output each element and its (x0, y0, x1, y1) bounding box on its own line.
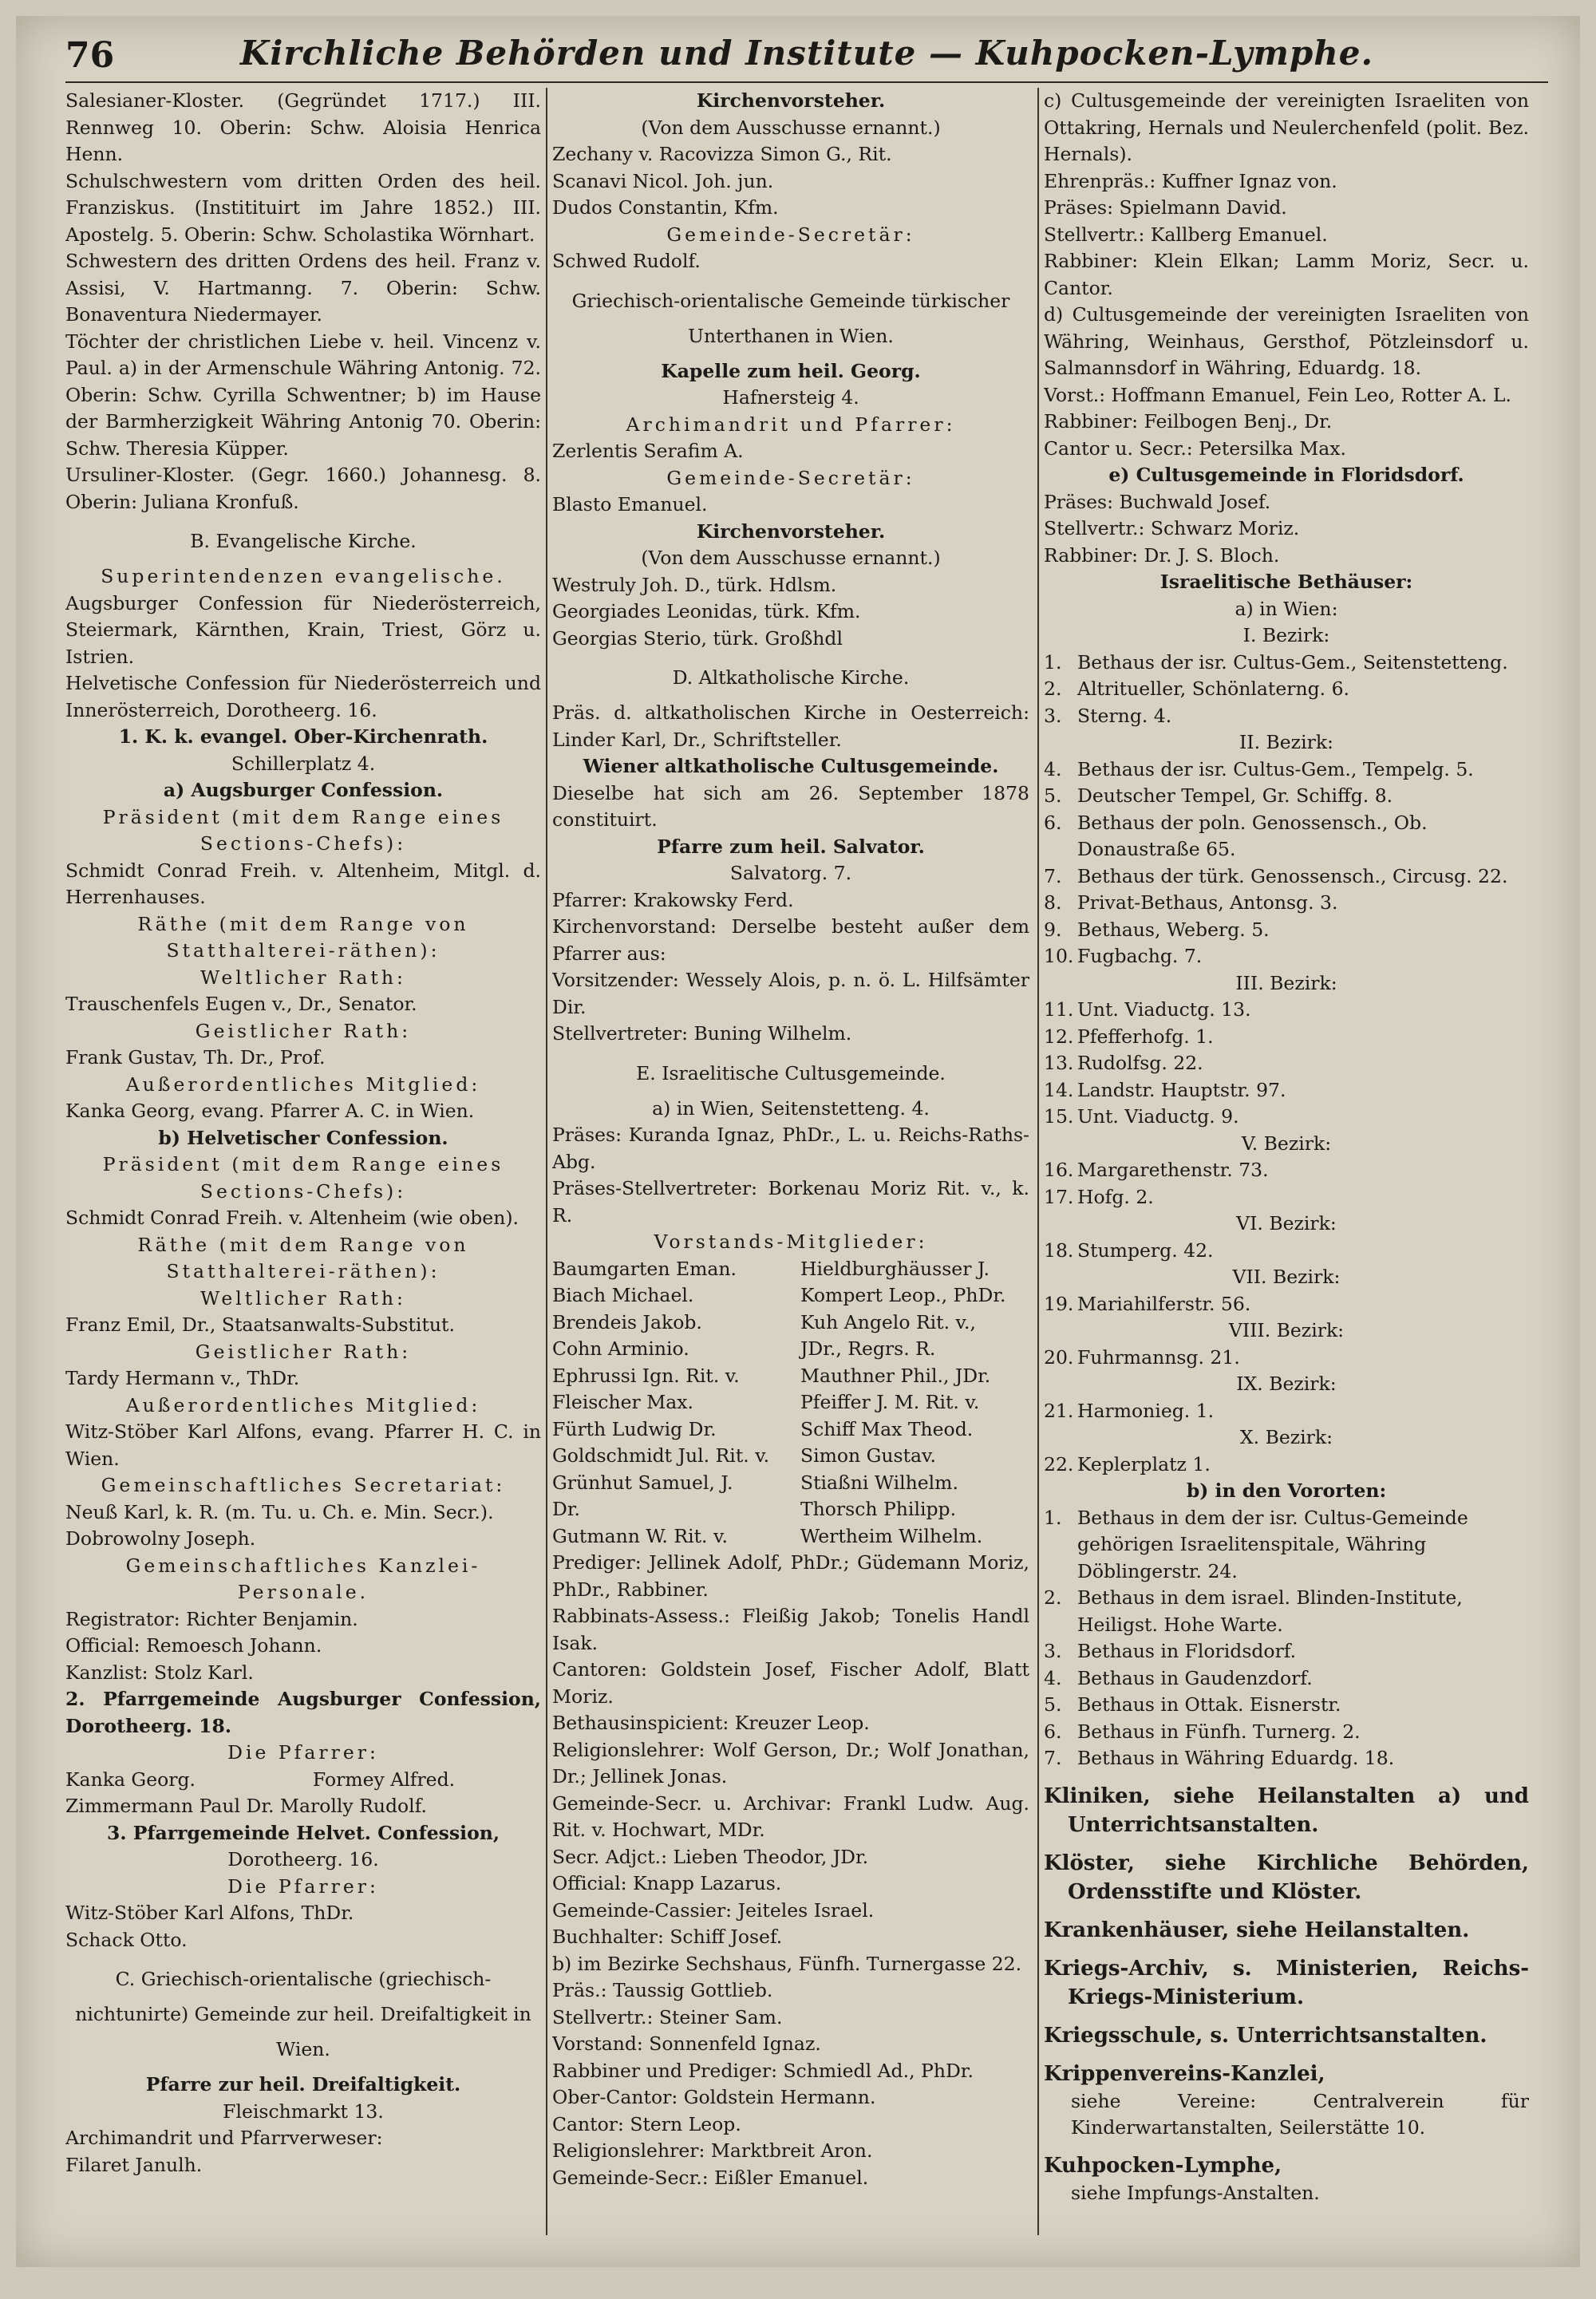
text-line: Präses: Buchwald Josef. (1044, 490, 1271, 513)
text-line: III. Bezirk: (1235, 971, 1337, 994)
entry-text: Harmonieg. 1. (1077, 1399, 1215, 1422)
subheading: b) in den Vororten: (1186, 1479, 1387, 1502)
entry-text: Bethaus in Ottak. Eisnerstr. (1077, 1693, 1341, 1716)
text-line: Ehrenpräs.: Kuffner Ignaz von. (1044, 169, 1337, 192)
name-left: Cohn Arminio. (552, 1337, 689, 1360)
text-line: Pfarrer: Krakowsky Ferd. (552, 888, 794, 911)
column-divider (1037, 88, 1039, 2235)
entry-number: 19. (1044, 1292, 1074, 1315)
name-right: Simon Gustav. (800, 1444, 936, 1467)
text-line: Gemeinde-Cassier: Jeiteles Israel. (552, 1898, 875, 1922)
name-right: JDr., Regrs. R. (800, 1337, 936, 1360)
text-line: Neuß Karl, k. R. (m. Tu. u. Ch. e. Min. Secr.). (65, 1500, 494, 1523)
section-heading: B. Evangelische Kirche. (190, 530, 417, 552)
numbered-entry (1044, 1398, 1529, 1425)
text-line: Dieselbe hat sich am 26. September 1878 constituirt. (552, 781, 1029, 831)
numbered-entry (1044, 1291, 1529, 1318)
entry-number: 4. (1044, 757, 1062, 780)
text-line: Rabbiner und Prediger: Schmiedl Ad., PhDr. (552, 2059, 974, 2082)
numbered-entry (1044, 917, 1529, 944)
entry-text: Bethaus in Fünfh. Turnerg. 2. (1077, 1720, 1361, 1743)
entry-text: Bethaus in Währing Eduardg. 18. (1077, 1747, 1395, 1769)
role-label: Präsident (mit dem Range eines Sections-Chefs): (102, 1153, 504, 1203)
numbered-entry (1044, 890, 1529, 917)
text-line: Rabbinats-Assess.: Fleißig Jakob; Tonelis Handl Isak. (552, 1605, 1029, 1654)
text-line: Fleischmarkt 13. (223, 2100, 384, 2123)
text-line: Cantor: Stern Leop. (552, 2112, 741, 2135)
text-line: Töchter der christlichen Liebe v. heil. Vincenz v. Paul. a) in der Armenschule Währing Antonig. 72. Oberin: Schw. Cyrilla Schwentner; b) im Hause der Barmherzigkeit Währing Antonig 70. Oberin: Schw. Theresia Küpper. (65, 330, 541, 460)
numbered-entry (1044, 1585, 1529, 1638)
entry-number: 5. (1044, 1693, 1062, 1716)
text-line: II. Bezirk: (1239, 731, 1333, 753)
entry-text: Landstr. Hauptstr. 97. (1077, 1078, 1286, 1101)
name-pair-row (552, 1282, 1029, 1309)
entry-number: 11. (1044, 998, 1074, 1021)
text-line: Rabbiner: Dr. J. S. Bloch. (1044, 543, 1280, 567)
entry-number: 16. (1044, 1159, 1074, 1181)
column-middle (552, 88, 1029, 2235)
index-entry: Krippenvereins-Kanzlei, (1044, 2061, 1325, 2086)
index-entry: Kriegsschule, s. Unterrichtsanstalten. (1044, 2023, 1487, 2048)
text-line: Zechany v. Racovizza Simon G., Rit. (552, 143, 892, 165)
name-right: Pfeiffer J. M. Rit. v. (800, 1391, 980, 1413)
index-reference: siehe Impfungs-Anstalten. (1071, 2181, 1320, 2204)
entry-number: 3. (1044, 704, 1062, 727)
text-line: Blasto Emanuel. (552, 493, 708, 515)
entry-number: 6. (1044, 811, 1062, 834)
text-line: Schulschwestern vom dritten Orden des heil. Franziskus. (Institituirt im Jahre 1852.) III. Apostelg. 5. Oberin: Schw. Scholastika Wörnhart. (65, 169, 541, 246)
role-label: Gemeinde-Secretär: (666, 466, 915, 489)
name-pair-row (552, 1523, 1029, 1550)
name-right: Schiff Max Theod. (800, 1417, 974, 1440)
text-line: Augsburger Confession für Niederösterreich, Steiermark, Kärnthen, Krain, Triest, Görz u. Istrien. (65, 591, 541, 668)
numbered-entry (1044, 650, 1529, 677)
text-line: d) Cultusgemeinde der vereinigten Israeliten von Währing, Weinhaus, Gersthof, Pötzleinsdorf u. Salmannsdorf in Währing, Eduardg. 18. (1044, 303, 1529, 379)
numbered-entry (1044, 1692, 1529, 1719)
text-line: Präses: Spielmann David. (1044, 196, 1287, 219)
numbered-entry (1044, 1077, 1529, 1104)
name-left: Biach Michael. (552, 1284, 694, 1306)
text-line: Prediger: Jellinek Adolf, PhDr.; Güdemann Moriz, PhDr., Rabbiner. (552, 1551, 1029, 1601)
text-line: Stellvertr.: Schwarz Moriz. (1044, 517, 1300, 539)
subheading: Pfarre zur heil. Dreifaltigkeit. (145, 2073, 461, 2096)
subheading: 3. Pfarrgemeinde Helvet. Confession, (106, 1821, 500, 1844)
index-entry: Klöster, siehe Kirchliche Behörden, Ordensstifte und Klöster. (1044, 1851, 1529, 1904)
text-line: Rabbiner: Klein Elkan; Lamm Moriz, Secr. u. Cantor. (1044, 250, 1529, 299)
text-line: Tardy Hermann v., ThDr. (65, 1367, 300, 1389)
name-left: Kanka Georg. (65, 1768, 196, 1791)
text-line: Helvetische Confession für Niederösterreich und Innerösterreich, Dorotheerg. 16. (65, 672, 541, 721)
text-line: Präs.: Taussig Gottlieb. (552, 1979, 773, 2001)
role-label: Außerordentliches Mitglied: (125, 1072, 481, 1096)
subheading: Kirchenvorsteher. (696, 519, 886, 543)
text-line: Buchhalter: Schiff Josef. (552, 1926, 783, 1948)
numbered-entry (1044, 1505, 1529, 1586)
numbered-entry (1044, 1452, 1529, 1479)
text-line: Official: Knapp Lazarus. (552, 1872, 782, 1894)
numbered-entry (1044, 1157, 1529, 1184)
section-heading: C. Griechisch-orientalische (griechisch-nichtunirte) Gemeinde zur heil. Dreifaltigkeit in Wien. (75, 1968, 531, 2060)
text-line: Archimandrit und Pfarrverweser: (65, 2127, 383, 2149)
entry-number: 15. (1044, 1105, 1074, 1128)
entry-number: 21. (1044, 1399, 1074, 1422)
name-right: Formey Alfred. (312, 1768, 456, 1791)
text-line: Salesianer-Kloster. (Gegründet 1717.) III. Rennweg 10. Oberin: Schw. Aloisia Henrica Henn. (65, 89, 541, 165)
name-pair-row (552, 1363, 1029, 1390)
name-left: Ephrussi Ign. Rit. v. (552, 1364, 740, 1387)
text-line: V. Bezirk: (1241, 1132, 1332, 1155)
text-line: Witz-Stöber Karl Alfons, evang. Pfarrer H. C. in Wien. (65, 1420, 541, 1470)
text-line: Kanka Georg, evang. Pfarrer A. C. in Wien. (65, 1100, 475, 1122)
text-line: a) in Wien: (1235, 597, 1338, 620)
name-right: Wertheim Wilhelm. (800, 1524, 983, 1547)
text-line: Official: Remoesch Johann. (65, 1634, 322, 1657)
section-heading: E. Israelitische Cultusgemeinde. (636, 1061, 946, 1084)
text-line: Dorotheerg. 16. (227, 1848, 379, 1870)
numbered-entry (1044, 1184, 1529, 1211)
entry-number: 17. (1044, 1185, 1074, 1208)
entry-text: Privat-Bethaus, Antonsg. 3. (1077, 891, 1338, 914)
numbered-entry (1044, 783, 1529, 810)
entry-text: Bethaus der isr. Cultus-Gem., Seitenstetteng. (1077, 650, 1508, 674)
text-line: Cantor u. Secr.: Petersilka Max. (1044, 436, 1347, 460)
entry-text: Keplerplatz 1. (1077, 1452, 1211, 1475)
text-line: Gemeinde-Secr.: Eißler Emanuel. (552, 2166, 869, 2189)
text-line: Registrator: Richter Benjamin. (65, 1607, 358, 1630)
entry-text: Bethaus der isr. Cultus-Gem., Tempelg. 5. (1077, 757, 1474, 780)
role-label: Superintendenzen evangelische. (101, 565, 506, 587)
name-pair-row (552, 1336, 1029, 1363)
entry-number: 4. (1044, 1666, 1062, 1689)
entry-text: Fuhrmannsg. 21. (1077, 1345, 1240, 1369)
text-line: Kirchenvorstand: Derselbe besteht außer dem Pfarrer aus: (552, 915, 1029, 965)
text-line: Franz Emil, Dr., Staatsanwalts-Substitut. (65, 1313, 455, 1336)
text-line: Vorsitzender: Wessely Alois, p. n. ö. L. Hilfsämter Dir. (552, 969, 1029, 1018)
entry-number: 2. (1044, 1586, 1062, 1609)
text-line: Ober-Cantor: Goldstein Hermann. (552, 2086, 876, 2108)
role-label: Geistlicher Rath: (195, 1019, 412, 1042)
numbered-entry (1044, 1238, 1529, 1265)
entry-text: Bethaus in Floridsdorf. (1077, 1640, 1297, 1662)
entry-text: Sterng. 4. (1077, 704, 1172, 727)
entry-text: Unt. Viaductg. 9. (1077, 1105, 1239, 1128)
text-line: b) im Bezirke Sechshaus, Fünfh. Turnergasse 22. (552, 1952, 1022, 1975)
numbered-entry (1044, 1665, 1529, 1693)
text-line: Filaret Janulh. (65, 2153, 203, 2176)
subheading: Wiener altkatholische Cultusgemeinde. (583, 755, 999, 777)
text-line: VIII. Bezirk: (1228, 1319, 1345, 1341)
page-header (65, 30, 1548, 83)
entry-text: Bethaus der poln. Genossensch., Ob. Donaustraße 65. (1077, 811, 1428, 860)
numbered-entry (1044, 1745, 1529, 1772)
entry-number: 7. (1044, 864, 1062, 887)
subheading: a) Augsburger Confession. (163, 779, 444, 801)
entry-text: Pfefferhofg. 1. (1077, 1025, 1214, 1048)
name-pair-row (552, 1389, 1029, 1416)
subheading: 2. Pfarrgemeinde Augsburger Confession, Dorotheerg. 18. (65, 1688, 541, 1737)
role-label: Gemeinschaftliches Kanzlei-Personale. (125, 1554, 481, 1603)
entry-text: Bethaus in dem der isr. Cultus-Gemeinde gehörigen Israelitenspitale, Währing Döblingerstr. 24. (1077, 1506, 1468, 1582)
name-left: Grünhut Samuel, J. (552, 1471, 733, 1494)
numbered-entry (1044, 1104, 1529, 1131)
text-line: Präses-Stellvertreter: Borkenau Moriz Rit. v., k. R. (552, 1177, 1029, 1227)
text-line: Schack Otto. (65, 1928, 188, 1951)
text-line: X. Bezirk: (1239, 1426, 1333, 1448)
entry-text: Stumperg. 42. (1077, 1238, 1214, 1262)
index-entry: Kuhpocken-Lymphe, (1044, 2153, 1282, 2178)
name-pair-row (552, 1309, 1029, 1337)
text-line: Zerlentis Serafim A. (552, 440, 744, 462)
entry-number: 7. (1044, 1747, 1062, 1769)
numbered-entry (1044, 1719, 1529, 1746)
text-line: Vorstand: Sonnenfeld Ignaz. (552, 2032, 821, 2055)
name-pair-row (552, 1470, 1029, 1497)
role-label: Weltlicher Rath: (200, 966, 406, 989)
entry-text: Fugbachg. 7. (1077, 945, 1203, 967)
text-line: Schmidt Conrad Freih. v. Altenheim, Mitgl. d. Herrenhauses. (65, 859, 541, 908)
text-line: Präs. d. altkatholischen Kirche in Oesterreich: Linder Karl, Dr., Schriftsteller. (552, 701, 1029, 751)
entry-text: Altritueller, Schönlaterng. 6. (1077, 677, 1350, 700)
text-line: Trauschenfels Eugen v., Dr., Senator. (65, 993, 417, 1015)
name-pair-row (65, 1767, 541, 1794)
entry-text: Rudolfsg. 22. (1077, 1052, 1203, 1074)
text-line: (Von dem Ausschusse ernannt.) (641, 547, 941, 569)
text-line: Schmidt Conrad Freih. v. Altenheim (wie oben). (65, 1207, 519, 1229)
text-line: Dobrowolny Joseph. (65, 1527, 256, 1550)
name-left: Dr. (552, 1498, 580, 1520)
index-entry: Kriegs-Archiv, s. Ministerien, Reichs-Kriegs-Ministerium. (1044, 1956, 1529, 2009)
numbered-entry (1044, 1638, 1529, 1665)
text-line: Vorst.: Hoffmann Emanuel, Fein Leo, Rotter A. L. (1044, 383, 1511, 406)
text-line: Georgiades Leonidas, türk. Kfm. (552, 600, 861, 622)
entry-number: 6. (1044, 1720, 1062, 1743)
name-right: Thorsch Philipp. (800, 1498, 957, 1520)
entry-number: 20. (1044, 1345, 1074, 1369)
section-heading: D. Altkatholische Kirche. (672, 666, 910, 689)
name-pair-row (552, 1496, 1029, 1523)
numbered-entry (1044, 863, 1529, 891)
text-line: VI. Bezirk: (1236, 1212, 1337, 1234)
role-label: Außerordentliches Mitglied: (125, 1393, 481, 1416)
subheading: 1. K. k. evangel. Ober-Kirchenrath. (118, 725, 488, 748)
text-line: Frank Gustav, Th. Dr., Prof. (65, 1046, 326, 1069)
document-page (16, 16, 1580, 2267)
role-label: Geistlicher Rath: (195, 1340, 412, 1363)
entry-text: Hofg. 2. (1077, 1185, 1154, 1208)
column-divider (546, 88, 547, 2235)
text-line: Westruly Joh. D., türk. Hdlsm. (552, 573, 837, 596)
entry-number: 9. (1044, 918, 1062, 941)
text-line: Religionslehrer: Wolf Gerson, Dr.; Wolf Jonathan, Dr.; Jellinek Jonas. (552, 1738, 1029, 1787)
running-title: Kirchliche Behörden und Institute — Kuhpocken-Lymphe. (239, 34, 1374, 73)
numbered-entry (1044, 703, 1529, 730)
role-label: Die Pfarrer: (227, 1874, 379, 1898)
text-line: Secr. Adjct.: Lieben Theodor, JDr. (552, 1845, 869, 1868)
entry-text: Deutscher Tempel, Gr. Schiffg. 8. (1077, 784, 1393, 807)
entry-text: Bethaus der türk. Genossensch., Circusg. 22. (1077, 864, 1508, 887)
role-label: Präsident (mit dem Range eines Sections-Chefs): (102, 805, 504, 855)
numbered-entry (1044, 756, 1529, 784)
entry-text: Bethaus, Weberg. 5. (1077, 918, 1270, 941)
column-left (65, 88, 541, 2235)
entry-number: 10. (1044, 945, 1074, 967)
text-line: c) Cultusgemeinde der vereinigten Israeliten von Ottakring, Hernals und Neulerchenfeld (polit. Bez. Hernals). (1044, 89, 1529, 165)
text-line: I. Bezirk: (1242, 624, 1330, 646)
name-right: Stiaßni Wilhelm. (800, 1471, 958, 1494)
role-label: Weltlicher Rath: (200, 1286, 406, 1309)
entry-number: 14. (1044, 1078, 1074, 1101)
text-line: Schillerplatz 4. (231, 752, 376, 775)
text-line: Religionslehrer: Marktbreit Aron. (552, 2139, 873, 2162)
text-line: Präses: Kuranda Ignaz, PhDr., L. u. Reichs-Raths-Abg. (552, 1124, 1029, 1173)
entry-number: 18. (1044, 1238, 1074, 1262)
text-line: Kanzlist: Stolz Karl. (65, 1661, 254, 1684)
name-right: Kompert Leop., PhDr. (800, 1284, 1006, 1306)
numbered-entry (1044, 1024, 1529, 1051)
entry-number: 2. (1044, 677, 1062, 700)
entry-number: 13. (1044, 1052, 1074, 1074)
text-line: Witz-Stöber Karl Alfons, ThDr. (65, 1902, 354, 1924)
role-label: Gemeinschaftliches Secretariat: (101, 1474, 506, 1496)
entry-number: 8. (1044, 891, 1062, 914)
role-label: Räthe (mit dem Range von Statthalterei-räthen): (137, 912, 469, 962)
entry-text: Unt. Viaductg. 13. (1077, 998, 1251, 1021)
subheading: Kapelle zum heil. Georg. (661, 359, 921, 382)
role-label: Vorstands-Mitglieder: (654, 1230, 928, 1253)
text-line: (Von dem Ausschusse ernannt.) (641, 116, 941, 139)
text-line: Stellvertr.: Kallberg Emanuel. (1044, 223, 1328, 246)
entry-number: 1. (1044, 650, 1062, 674)
numbered-entry (1044, 1345, 1529, 1372)
section-heading: Griechisch-orientalische Gemeinde türkischer Unterthanen in Wien. (571, 289, 1010, 347)
text-line: Gemeinde-Secr. u. Archivar: Frankl Ludw. Aug. Rit. v. Hochwart, MDr. (552, 1791, 1029, 1841)
entry-number: 12. (1044, 1025, 1074, 1048)
text-line: Stellvertreter: Buning Wilhelm. (552, 1022, 852, 1045)
text-line: Schwed Rudolf. (552, 250, 701, 272)
name-pair-row (552, 1443, 1029, 1470)
text-line: Zimmermann Paul Dr. Marolly Rudolf. (65, 1795, 428, 1817)
text-line: IX. Bezirk: (1236, 1373, 1337, 1395)
role-label: Archimandrit und Pfarrer: (626, 413, 956, 436)
text-line: Salvatorg. 7. (729, 862, 852, 884)
name-left: Gutmann W. Rit. v. (552, 1524, 728, 1547)
text-line: Schwestern des dritten Ordens des heil. Franz v. Assisi, V. Hartmanng. 7. Oberin: Schw. Bonaventura Niedermayer. (65, 250, 541, 326)
subheading: e) Cultusgemeinde in Floridsdorf. (1108, 464, 1464, 486)
text-line: Bethausinspicient: Kreuzer Leop. (552, 1712, 870, 1734)
subheading: Israelitische Bethäuser: (1159, 571, 1413, 593)
entry-text: Mariahilferstr. 56. (1077, 1292, 1251, 1315)
text-line: Ursuliner-Kloster. (Gegr. 1660.) Johannesg. 8. Oberin: Juliana Kronfuß. (65, 464, 541, 513)
entry-number: 22. (1044, 1452, 1074, 1475)
numbered-entry (1044, 810, 1529, 863)
name-pair-row (552, 1256, 1029, 1283)
text-line: Stellvertr.: Steiner Sam. (552, 2005, 783, 2028)
name-left: Goldschmidt Jul. Rit. v. (552, 1444, 770, 1467)
page-number: 76 (65, 35, 115, 76)
name-left: Fleischer Max. (552, 1391, 694, 1413)
entry-number: 1. (1044, 1506, 1062, 1529)
subheading: b) Helvetischer Confession. (158, 1126, 448, 1149)
index-reference: siehe Vereine: Centralverein für Kinderwartanstalten, Seilerstätte 10. (1071, 2089, 1529, 2139)
text-line: Cantoren: Goldstein Josef, Fischer Adolf, Blatt Moriz. (552, 1658, 1029, 1708)
text-line: Scanavi Nicol. Joh. jun. (552, 169, 774, 192)
subheading: Kirchenvorsteher. (696, 89, 886, 112)
entry-text: Margarethenstr. 73. (1077, 1159, 1269, 1181)
subheading: Pfarre zum heil. Salvator. (657, 835, 925, 858)
name-right: Mauthner Phil., JDr. (800, 1364, 991, 1387)
text-line: Rabbiner: Feilbogen Benj., Dr. (1044, 410, 1333, 433)
column-right (1044, 88, 1529, 2235)
entry-text: Bethaus in dem israel. Blinden-Institute, Heiligst. Hohe Warte. (1077, 1586, 1463, 1636)
text-line: a) in Wien, Seitenstetteng. 4. (652, 1096, 930, 1120)
name-pair-row (552, 1416, 1029, 1444)
entry-text: Bethaus in Gaudenzdorf. (1077, 1666, 1313, 1689)
name-right: Kuh Angelo Rit. v., (800, 1310, 976, 1333)
name-left: Fürth Ludwig Dr. (552, 1417, 717, 1440)
entry-number: 3. (1044, 1640, 1062, 1662)
text-line: Hafnersteig 4. (722, 386, 859, 409)
entry-number: 5. (1044, 784, 1062, 807)
index-entry: Krankenhäuser, siehe Heilanstalten. (1044, 1918, 1470, 1942)
role-label: Die Pfarrer: (227, 1741, 379, 1764)
text-line: VII. Bezirk: (1232, 1266, 1341, 1288)
text-line: Dudos Constantin, Kfm. (552, 196, 779, 219)
numbered-entry (1044, 676, 1529, 703)
role-label: Räthe (mit dem Range von Statthalterei-räthen): (137, 1233, 469, 1282)
index-entry: Kliniken, siehe Heilanstalten a) und Unterrichtsanstalten. (1044, 1784, 1529, 1837)
numbered-entry (1044, 997, 1529, 1024)
numbered-entry (1044, 1050, 1529, 1077)
role-label: Gemeinde-Secretär: (666, 223, 915, 246)
numbered-entry (1044, 943, 1529, 970)
name-left: Baumgarten Eman. (552, 1257, 737, 1280)
name-right: Hieldburghäusser J. (800, 1257, 990, 1280)
name-left: Brendeis Jakob. (552, 1310, 702, 1333)
text-line: Georgias Sterio, türk. Großhdl (552, 626, 843, 650)
